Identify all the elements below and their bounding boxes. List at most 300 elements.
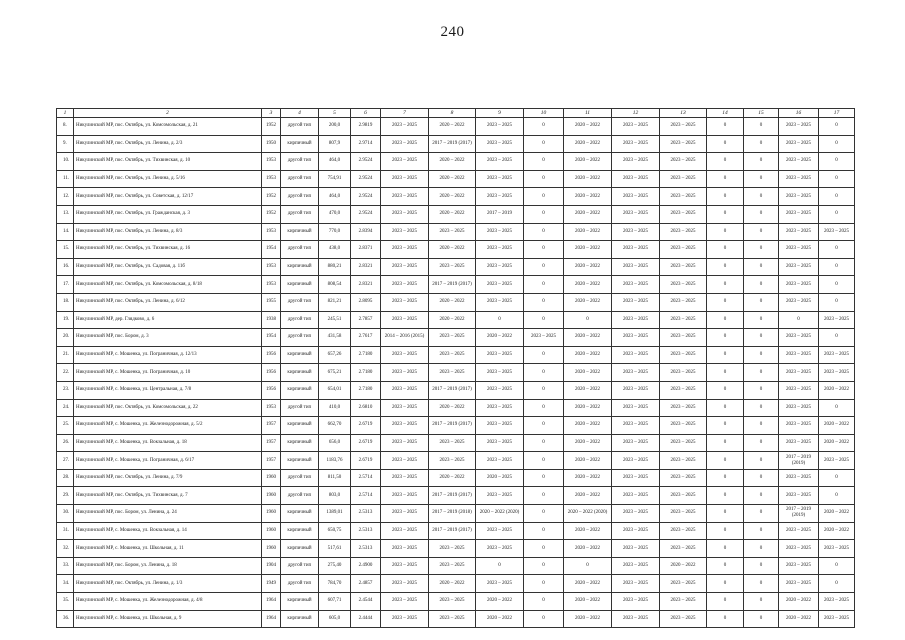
table-cell: 0 — [707, 135, 744, 153]
table-cell: 662,70 — [319, 417, 351, 435]
table-cell: 2020 – 2022 — [564, 223, 612, 241]
table-cell: Никулинский МР, пос. Бором, д. 3 — [74, 329, 262, 347]
table-cell: 2023 – 2025 — [819, 540, 855, 558]
table-cell: 2023 – 2025 — [476, 399, 524, 417]
table-cell: 0 — [744, 399, 779, 417]
table-cell: 0 — [744, 540, 779, 558]
table-cell: Никулинский МР, пос. Октябрь, ул. Тихвинская, д. 7 — [74, 487, 262, 505]
table-cell: 2023 – 2025 — [660, 276, 707, 294]
table-cell: 1956 — [262, 381, 281, 399]
table-cell: 2023 – 2025 — [381, 346, 429, 364]
table-cell: 2023 – 2025 — [381, 505, 429, 523]
table-cell: кирпичный — [281, 223, 319, 241]
table-cell: 1960 — [262, 469, 281, 487]
table-cell: 2017 – 2019 — [476, 205, 524, 223]
table-cell: 2023 – 2025 — [612, 399, 660, 417]
table-cell: 27. — [57, 452, 74, 470]
table-cell: 2017 – 2019 (2017) — [429, 522, 476, 540]
table-row — [57, 346, 855, 364]
table-cell: 1960 — [262, 505, 281, 523]
table-cell: 0 — [524, 135, 564, 153]
table-cell: 2023 – 2025 — [660, 522, 707, 540]
table-cell: 0 — [707, 417, 744, 435]
table-cell: 0 — [524, 258, 564, 276]
table-row — [57, 399, 855, 417]
table-cell: 0 — [524, 364, 564, 382]
table-cell: 0 — [524, 223, 564, 241]
table-cell: 2023 – 2025 — [660, 434, 707, 452]
table-cell: 1183,76 — [319, 452, 351, 470]
table-cell: кирпичный — [281, 452, 319, 470]
table-cell: 0 — [819, 399, 855, 417]
table-cell: 0 — [524, 469, 564, 487]
table-cell: кирпичный — [281, 505, 319, 523]
table-cell: 2023 – 2025 — [381, 487, 429, 505]
table-cell: 2023 – 2025 — [612, 417, 660, 435]
table-cell: 2023 – 2025 — [476, 452, 524, 470]
table-cell: 2023 – 2025 — [779, 118, 819, 136]
table-cell: 650,75 — [319, 522, 351, 540]
table-cell: Никулинский МР, пос. Октябрь, ул. Ленина, д. 2/3 — [74, 135, 262, 153]
table-cell: 2020 – 2022 — [779, 610, 819, 628]
table-cell: 657,26 — [319, 346, 351, 364]
table-cell: 2023 – 2025 — [779, 258, 819, 276]
table-cell: 9. — [57, 135, 74, 153]
table-cell: другой тип — [281, 399, 319, 417]
table-cell: 2023 – 2025 — [660, 452, 707, 470]
table-cell: Никулинский МР, с. Мошенка, ул. Вокзальная, д. 18 — [74, 434, 262, 452]
table-cell: 0 — [744, 276, 779, 294]
table-cell: 2023 – 2025 — [779, 293, 819, 311]
table-cell: 2023 – 2025 — [660, 135, 707, 153]
table-cell: 2023 – 2025 — [476, 188, 524, 206]
column-header: 2 — [74, 109, 262, 118]
table-cell: 0 — [744, 487, 779, 505]
table-cell: 2020 – 2022 — [429, 469, 476, 487]
table-cell: 0 — [819, 469, 855, 487]
table-row — [57, 241, 855, 259]
table-cell: 2020 – 2022 — [819, 381, 855, 399]
table-cell: 2023 – 2025 — [612, 505, 660, 523]
table-row — [57, 329, 855, 347]
table-cell: 2023 – 2025 — [476, 522, 524, 540]
table-cell: 2023 – 2025 — [381, 118, 429, 136]
table-cell: 1960 — [262, 522, 281, 540]
table-cell: 0 — [707, 241, 744, 259]
table-row — [57, 540, 855, 558]
table-cell: 0 — [524, 610, 564, 628]
table-cell: 2023 – 2025 — [381, 399, 429, 417]
table-cell: 1952 — [262, 205, 281, 223]
table-cell: 2023 – 2025 — [660, 575, 707, 593]
table-cell: 2023 – 2025 — [660, 399, 707, 417]
table-cell: кирпичный — [281, 135, 319, 153]
table-cell: 2.7857 — [351, 311, 381, 329]
table-cell: 2023 – 2025 — [476, 241, 524, 259]
column-header: 5 — [319, 109, 351, 118]
table-cell: 0 — [524, 205, 564, 223]
table-cell: 2020 – 2022 — [564, 417, 612, 435]
table-cell: Никулинский МР, пос. Октябрь, ул. Ленина, д. 6/12 — [74, 293, 262, 311]
table-cell: 2023 – 2025 — [612, 434, 660, 452]
table-cell: 675,21 — [319, 364, 351, 382]
table-row — [57, 170, 855, 188]
table-cell: 0 — [744, 170, 779, 188]
table-cell: 2023 – 2025 — [660, 223, 707, 241]
table-cell: Никулинский МР, с. Мошенка, ул. Железнодорожная, д. 5/2 — [74, 417, 262, 435]
table-cell: 0 — [707, 311, 744, 329]
table-cell: 0 — [707, 223, 744, 241]
table-cell: 2023 – 2025 — [779, 170, 819, 188]
table-cell: 2014 – 2016 (2015) — [381, 329, 429, 347]
table-cell: 2023 – 2025 — [612, 276, 660, 294]
table-cell: 0 — [707, 505, 744, 523]
table-cell: 2023 – 2025 — [660, 241, 707, 259]
table-cell: 2023 – 2025 — [819, 593, 855, 611]
table-cell: 0 — [524, 381, 564, 399]
table-cell: 2023 – 2025 — [612, 522, 660, 540]
table-cell: 2020 – 2022 — [564, 487, 612, 505]
table-cell: 2020 – 2022 — [564, 522, 612, 540]
table-row — [57, 522, 855, 540]
table-row — [57, 610, 855, 628]
table-cell: Никулинский МР, пос. Октябрь, ул. Комсомольская, д. 8/18 — [74, 276, 262, 294]
table-cell: 2020 – 2022 — [429, 205, 476, 223]
table-cell: 25. — [57, 417, 74, 435]
table-cell: 2.8321 — [351, 276, 381, 294]
table-cell: Никулинский МР, пос. Октябрь, ул. Тихвинская, д. 10 — [74, 153, 262, 171]
table-cell: 200,0 — [319, 118, 351, 136]
table-cell: 2020 – 2025 — [476, 469, 524, 487]
table-cell: 2023 – 2025 — [660, 170, 707, 188]
table-cell: Никулинский МР, дер. Глядково, д. 6 — [74, 311, 262, 329]
table-cell: 2023 – 2025 — [612, 258, 660, 276]
table-cell: 2020 – 2022 (2020) — [476, 505, 524, 523]
table-cell: 2.9819 — [351, 118, 381, 136]
table-cell: 2020 – 2022 — [564, 118, 612, 136]
table-cell: другой тип — [281, 118, 319, 136]
table-cell: Никулинский МР, пос. Октябрь, ул. Ленина, д. 7/9 — [74, 469, 262, 487]
table-cell: 2020 – 2022 — [564, 188, 612, 206]
table-cell: 2020 – 2022 — [564, 170, 612, 188]
table-cell: 2020 – 2022 — [564, 593, 612, 611]
column-header: 16 — [779, 109, 819, 118]
table-cell: 2023 – 2025 — [660, 188, 707, 206]
table-cell: 2023 – 2025 — [779, 364, 819, 382]
table-cell: 0 — [707, 188, 744, 206]
table-cell: 0 — [707, 469, 744, 487]
table-cell: 0 — [744, 346, 779, 364]
table-cell: 0 — [707, 153, 744, 171]
table-cell: 811,50 — [319, 469, 351, 487]
table-cell: 770,0 — [319, 223, 351, 241]
table-cell: 0 — [819, 276, 855, 294]
table-cell: 0 — [744, 452, 779, 470]
table-cell: Никулинский МР, пос. Бором, ул. Ленина, д. 24 — [74, 505, 262, 523]
table-cell: 2.9714 — [351, 135, 381, 153]
table-cell: кирпичный — [281, 434, 319, 452]
table-cell: 1953 — [262, 223, 281, 241]
column-header: 8 — [429, 109, 476, 118]
table-cell: 2.5313 — [351, 522, 381, 540]
table-cell: 2023 – 2025 — [612, 153, 660, 171]
table-cell: 0 — [707, 329, 744, 347]
table-cell: 245,51 — [319, 311, 351, 329]
table-cell: 0 — [819, 557, 855, 575]
table-cell: 0 — [744, 557, 779, 575]
table-cell: 784,70 — [319, 575, 351, 593]
table-cell: 2023 – 2025 — [476, 417, 524, 435]
table-cell: 36. — [57, 610, 74, 628]
column-header: 11 — [564, 109, 612, 118]
table-cell: 2023 – 2025 — [381, 540, 429, 558]
table-cell: 0 — [707, 487, 744, 505]
column-header: 15 — [744, 109, 779, 118]
table-cell: 1960 — [262, 487, 281, 505]
table-cell: 1953 — [262, 276, 281, 294]
table-cell: 2017 – 2019 (2017) — [429, 487, 476, 505]
table-cell: 2023 – 2025 — [612, 311, 660, 329]
table-cell: 2.4857 — [351, 575, 381, 593]
column-header: 7 — [381, 109, 429, 118]
table-row — [57, 188, 855, 206]
table-cell: Никулинский МР, с. Мошенка, ул. Школьная, д. 11 — [74, 540, 262, 558]
table-cell: 1949 — [262, 575, 281, 593]
table-row — [57, 417, 855, 435]
table-cell: 2023 – 2025 — [381, 188, 429, 206]
table-cell: 2023 – 2025 — [612, 223, 660, 241]
table-cell: 29. — [57, 487, 74, 505]
table-cell: 2023 – 2025 — [476, 223, 524, 241]
table-cell: 2020 – 2022 — [819, 434, 855, 452]
table-cell: 2023 – 2025 — [612, 346, 660, 364]
table-cell: 2023 – 2025 — [660, 469, 707, 487]
table-cell: 2023 – 2025 — [612, 557, 660, 575]
table-cell: 2023 – 2025 — [779, 153, 819, 171]
table-cell: 2023 – 2025 — [612, 118, 660, 136]
table-cell: 2023 – 2025 — [381, 205, 429, 223]
table-cell: 2.4900 — [351, 557, 381, 575]
table-cell: 605,0 — [319, 610, 351, 628]
table-cell: 0 — [819, 329, 855, 347]
table-row — [57, 135, 855, 153]
table-cell: 2023 – 2025 — [660, 364, 707, 382]
table-cell: 2023 – 2025 — [779, 540, 819, 558]
table-cell: другой тип — [281, 575, 319, 593]
column-header: 17 — [819, 109, 855, 118]
table-cell: 654,01 — [319, 381, 351, 399]
table-cell: 2023 – 2025 — [660, 540, 707, 558]
table-cell: 2.9524 — [351, 188, 381, 206]
table-cell: 2.7617 — [351, 329, 381, 347]
table-cell: 2020 – 2022 — [429, 293, 476, 311]
table-cell: 2020 – 2022 — [564, 293, 612, 311]
table-cell: 2017 – 2019 (2017) — [429, 417, 476, 435]
table-cell: 1904 — [262, 557, 281, 575]
table-cell: 464,0 — [319, 153, 351, 171]
table-cell: 2023 – 2025 — [612, 205, 660, 223]
table-cell: 11. — [57, 170, 74, 188]
table-cell: 2023 – 2025 — [660, 258, 707, 276]
table-cell: 2020 – 2022 — [564, 364, 612, 382]
table-cell: Никулинский МР, с. Мошенка, ул. Школьная, д. 9 — [74, 610, 262, 628]
table-cell: 0 — [744, 223, 779, 241]
table-cell: 2023 – 2025 — [660, 311, 707, 329]
table-cell: 2023 – 2025 — [476, 487, 524, 505]
table-row — [57, 434, 855, 452]
table-cell: 2017 – 2019 (2017) — [429, 135, 476, 153]
table-cell: 0 — [744, 610, 779, 628]
table-cell: 2.5714 — [351, 487, 381, 505]
table-cell: 12. — [57, 188, 74, 206]
table-cell: 0 — [524, 522, 564, 540]
table-cell: 2020 – 2022 — [564, 610, 612, 628]
table-cell: 2023 – 2025 — [429, 593, 476, 611]
table-cell: 0 — [524, 557, 564, 575]
table-cell: 0 — [707, 276, 744, 294]
table-container — [56, 108, 855, 628]
table-cell: 2.8095 — [351, 293, 381, 311]
table-cell: Никулинский МР, пос. Октябрь, ул. Советская, д. 12/17 — [74, 188, 262, 206]
table-cell: другой тип — [281, 170, 319, 188]
table-cell: 2023 – 2025 — [660, 593, 707, 611]
table-cell: Никулинский МР, пос. Октябрь, ул. Комсомольская, д. 22 — [74, 399, 262, 417]
table-cell: 2023 – 2025 — [429, 434, 476, 452]
table-cell: 2023 – 2025 — [779, 575, 819, 593]
column-header: 12 — [612, 109, 660, 118]
table-row — [57, 557, 855, 575]
table-cell: Никулинский МР, пос. Октябрь, ул. Ленина, д. 5/16 — [74, 170, 262, 188]
table-cell: 2023 – 2025 — [476, 153, 524, 171]
table-cell: 2023 – 2025 — [381, 522, 429, 540]
table-cell: 2023 – 2025 — [476, 346, 524, 364]
table-cell: 2023 – 2025 — [476, 293, 524, 311]
table-cell: 2023 – 2025 — [779, 276, 819, 294]
table-cell: 2023 – 2025 — [612, 487, 660, 505]
table-cell: 0 — [744, 118, 779, 136]
table-cell: 0 — [744, 593, 779, 611]
table-cell: 2020 – 2022 — [564, 540, 612, 558]
table-row — [57, 505, 855, 523]
table-cell: 0 — [707, 205, 744, 223]
table-cell: 2023 – 2025 — [660, 381, 707, 399]
table-cell: другой тип — [281, 329, 319, 347]
table-cell: 464,0 — [319, 188, 351, 206]
table-row — [57, 153, 855, 171]
table-cell: 2023 – 2025 — [476, 434, 524, 452]
table-cell: 0 — [524, 417, 564, 435]
table-cell: 0 — [744, 364, 779, 382]
column-header: 9 — [476, 109, 524, 118]
table-cell: 1952 — [262, 118, 281, 136]
table-cell: 2017 – 2019 (2019) — [779, 452, 819, 470]
table-cell: 0 — [524, 434, 564, 452]
table-cell: 2023 – 2025 — [779, 205, 819, 223]
data-table — [56, 108, 855, 628]
table-cell: другой тип — [281, 311, 319, 329]
table-cell: 0 — [819, 205, 855, 223]
table-cell: 2023 – 2025 — [660, 487, 707, 505]
table-cell: 2023 – 2025 — [429, 329, 476, 347]
table-cell: 2017 – 2019 (2018) — [429, 505, 476, 523]
table-cell: 2.4544 — [351, 593, 381, 611]
table-cell: 470,0 — [319, 205, 351, 223]
table-cell: 33. — [57, 557, 74, 575]
table-cell: 10. — [57, 153, 74, 171]
table-cell: 2.6719 — [351, 417, 381, 435]
table-row — [57, 311, 855, 329]
table-cell: 2020 – 2022 — [564, 241, 612, 259]
table-cell: 2023 – 2025 — [476, 381, 524, 399]
table-cell: 2023 – 2025 — [381, 452, 429, 470]
table-cell: 2020 – 2022 — [564, 135, 612, 153]
table-cell: 2023 – 2025 — [612, 329, 660, 347]
table-cell: 2023 – 2025 — [612, 381, 660, 399]
table-cell: 0 — [707, 381, 744, 399]
table-cell: 15. — [57, 241, 74, 259]
table-cell: 2020 – 2022 — [564, 452, 612, 470]
table-cell: Никулинский МР, с. Мошенка, ул. Вокзальная, д. 14 — [74, 522, 262, 540]
table-cell: 2020 – 2022 — [429, 188, 476, 206]
table-cell: другой тип — [281, 293, 319, 311]
table-cell: 0 — [707, 557, 744, 575]
table-cell: 2023 – 2025 — [819, 610, 855, 628]
table-cell: 0 — [819, 118, 855, 136]
table-cell: 0 — [819, 258, 855, 276]
table-cell: 2023 – 2025 — [429, 540, 476, 558]
table-cell: 2017 – 2019 (2017) — [429, 276, 476, 294]
table-cell: 2023 – 2025 — [429, 452, 476, 470]
table-cell: 0 — [744, 329, 779, 347]
table-cell: 0 — [707, 434, 744, 452]
table-cell: 2023 – 2025 — [381, 241, 429, 259]
table-cell: 0 — [707, 522, 744, 540]
table-cell: 0 — [524, 170, 564, 188]
table-cell: 2023 – 2025 — [779, 434, 819, 452]
table-cell: 2.4444 — [351, 610, 381, 628]
column-header: 3 — [262, 109, 281, 118]
table-cell: 2023 – 2025 — [429, 557, 476, 575]
table-cell: 410,0 — [319, 399, 351, 417]
table-cell: Никулинский МР, пос. Октябрь, ул. Ленина, д. 1/3 — [74, 575, 262, 593]
table-cell: 0 — [564, 557, 612, 575]
table-cell: кирпичный — [281, 364, 319, 382]
table-cell: 2023 – 2025 — [381, 469, 429, 487]
table-cell: 2023 – 2025 — [429, 258, 476, 276]
table-cell: 2020 – 2022 — [476, 610, 524, 628]
table-cell: 2023 – 2025 — [612, 135, 660, 153]
table-cell: 0 — [524, 241, 564, 259]
table-cell: 8. — [57, 118, 74, 136]
table-cell: 1957 — [262, 417, 281, 435]
table-cell: 2023 – 2025 — [779, 135, 819, 153]
table-cell: 2017 – 2019 (2017) — [429, 381, 476, 399]
table-cell: 18. — [57, 293, 74, 311]
table-cell: 2023 – 2025 — [476, 575, 524, 593]
table-cell: кирпичный — [281, 417, 319, 435]
table-cell: другой тип — [281, 469, 319, 487]
table-cell: 2020 – 2022 — [819, 522, 855, 540]
table-cell: 2023 – 2025 — [612, 469, 660, 487]
table-cell: 0 — [744, 205, 779, 223]
table-cell: 821,21 — [319, 293, 351, 311]
table-cell: 2023 – 2025 — [779, 557, 819, 575]
table-row — [57, 364, 855, 382]
table-row — [57, 469, 855, 487]
table-cell: Никулинский МР, пос. Октябрь, ул. Гражданская, д. 3 — [74, 205, 262, 223]
table-cell: 2023 – 2025 — [660, 417, 707, 435]
table-cell: 2023 – 2025 — [476, 170, 524, 188]
